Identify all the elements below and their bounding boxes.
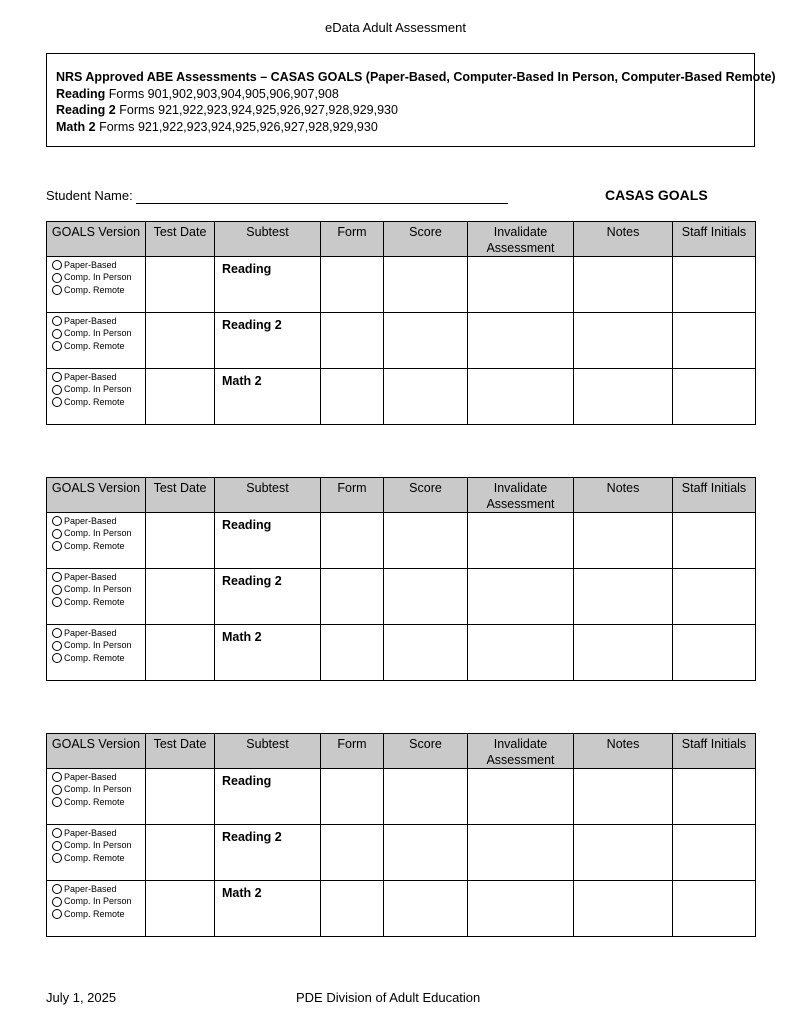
goals-version-cell (47, 513, 146, 569)
table-row (47, 313, 756, 369)
version-option[interactable] (52, 515, 145, 528)
column-header: Notes (574, 222, 673, 257)
invalidate-cell[interactable] (468, 513, 574, 569)
notes-cell[interactable] (574, 257, 673, 313)
form-cell[interactable] (321, 625, 384, 681)
radio-circle-icon[interactable] (52, 841, 62, 851)
notes-cell[interactable] (574, 513, 673, 569)
version-option[interactable] (52, 771, 145, 784)
info-line-reading-2 (56, 102, 745, 119)
version-option[interactable] (52, 571, 145, 584)
footer-date: July 1, 2025 (46, 990, 117, 1005)
radio-circle-icon[interactable] (52, 341, 62, 351)
form-cell[interactable] (321, 881, 384, 937)
info-line-label: Reading 2 (56, 103, 116, 117)
column-header: Invalidate Assessment (468, 478, 574, 513)
radio-circle-icon[interactable] (52, 772, 62, 782)
column-header: Subtest (215, 478, 321, 513)
staff-initials-cell[interactable] (673, 881, 756, 937)
notes-cell[interactable] (574, 369, 673, 425)
staff-initials-cell[interactable] (673, 513, 756, 569)
student-name-label: Student Name: (46, 188, 133, 203)
form-cell[interactable] (321, 769, 384, 825)
table-row (47, 569, 756, 625)
score-cell[interactable] (384, 313, 468, 369)
subtest-cell: Reading 2 (215, 825, 321, 881)
radio-circle-icon[interactable] (52, 529, 62, 539)
invalidate-cell[interactable] (468, 257, 574, 313)
assessment-table (46, 733, 756, 937)
version-option-label: Comp. In Person (64, 640, 132, 651)
version-option[interactable] (52, 883, 145, 896)
version-option[interactable] (52, 315, 145, 328)
column-header: Form (321, 478, 384, 513)
test-date-cell[interactable] (146, 569, 215, 625)
subtest-cell: Reading (215, 257, 321, 313)
info-line-reading (56, 86, 745, 103)
version-option[interactable] (52, 652, 145, 665)
radio-circle-icon[interactable] (52, 385, 62, 395)
invalidate-cell[interactable] (468, 881, 574, 937)
column-header: Test Date (146, 222, 215, 257)
notes-cell[interactable] (574, 769, 673, 825)
version-option-label: Comp. Remote (64, 796, 125, 807)
column-header: Staff Initials (673, 222, 756, 257)
version-option[interactable] (52, 640, 145, 653)
subtest-cell: Math 2 (215, 625, 321, 681)
radio-circle-icon[interactable] (52, 785, 62, 795)
goals-version-cell (47, 625, 146, 681)
staff-initials-cell[interactable] (673, 569, 756, 625)
score-cell[interactable] (384, 513, 468, 569)
student-name-row (46, 188, 755, 208)
version-option-label: Paper-Based (64, 627, 117, 638)
version-option[interactable] (52, 259, 145, 272)
version-option[interactable] (52, 840, 145, 853)
subtest-cell: Reading (215, 513, 321, 569)
table-header-row (47, 478, 756, 513)
score-cell[interactable] (384, 625, 468, 681)
notes-cell[interactable] (574, 569, 673, 625)
radio-circle-icon[interactable] (52, 329, 62, 339)
version-option-label: Comp. In Person (64, 584, 132, 595)
page-header: eData Adult Assessment (325, 20, 466, 35)
version-option-label: Comp. In Person (64, 272, 132, 283)
score-cell[interactable] (384, 881, 468, 937)
version-option-label: Comp. Remote (64, 852, 125, 863)
table-row (47, 625, 756, 681)
assessment-info-box (46, 53, 776, 147)
notes-cell[interactable] (574, 625, 673, 681)
form-cell[interactable] (321, 569, 384, 625)
assessment-table (46, 221, 756, 425)
version-option-label: Comp. Remote (64, 596, 125, 607)
radio-circle-icon[interactable] (52, 572, 62, 582)
version-option[interactable] (52, 272, 145, 285)
column-header: GOALS Version (47, 478, 146, 513)
notes-cell[interactable] (574, 313, 673, 369)
radio-circle-icon[interactable] (52, 260, 62, 270)
version-option-label: Comp. Remote (64, 908, 125, 919)
student-name-field[interactable] (136, 203, 508, 204)
invalidate-cell[interactable] (468, 569, 574, 625)
column-header: GOALS Version (47, 222, 146, 257)
version-option-label: Comp. In Person (64, 840, 132, 851)
column-header: Subtest (215, 222, 321, 257)
invalidate-cell[interactable] (468, 769, 574, 825)
form-cell[interactable] (321, 369, 384, 425)
table-header-row (47, 734, 756, 769)
casas-goals-heading: CASAS GOALS (605, 187, 708, 203)
invalidate-cell[interactable] (468, 369, 574, 425)
column-header: Notes (574, 734, 673, 769)
version-option[interactable] (52, 784, 145, 797)
form-cell[interactable] (321, 257, 384, 313)
info-line-forms: Forms 921,922,923,924,925,926,927,928,929,930 (119, 103, 398, 117)
goals-version-cell (47, 369, 146, 425)
invalidate-cell[interactable] (468, 313, 574, 369)
version-option-label: Comp. Remote (64, 652, 125, 663)
form-cell[interactable] (321, 313, 384, 369)
test-date-cell[interactable] (146, 513, 215, 569)
table-row (47, 513, 756, 569)
version-option-label: Paper-Based (64, 827, 117, 838)
table-header-row (47, 222, 756, 257)
column-header: Test Date (146, 478, 215, 513)
version-option[interactable] (52, 540, 145, 553)
version-option-label: Comp. In Person (64, 528, 132, 539)
subtest-cell: Math 2 (215, 881, 321, 937)
radio-circle-icon[interactable] (52, 897, 62, 907)
version-option-label: Paper-Based (64, 883, 117, 894)
subtest-cell: Reading 2 (215, 313, 321, 369)
version-option[interactable] (52, 852, 145, 865)
goals-version-cell (47, 769, 146, 825)
staff-initials-cell[interactable] (673, 825, 756, 881)
column-header: Notes (574, 478, 673, 513)
version-option[interactable] (52, 371, 145, 384)
version-option-label: Comp. Remote (64, 396, 125, 407)
version-option[interactable] (52, 384, 145, 397)
radio-circle-icon[interactable] (52, 516, 62, 526)
info-line-forms: Forms 901,902,903,904,905,906,907,908 (108, 86, 339, 101)
radio-circle-icon[interactable] (52, 884, 62, 894)
version-option-label: Paper-Based (64, 315, 117, 326)
radio-circle-icon[interactable] (52, 597, 62, 607)
version-option[interactable] (52, 396, 145, 409)
subtest-cell: Reading (215, 769, 321, 825)
version-option[interactable] (52, 284, 145, 297)
radio-circle-icon[interactable] (52, 628, 62, 638)
version-option-label: Comp. Remote (64, 284, 125, 295)
info-line-math-2 (56, 119, 745, 136)
column-header: Staff Initials (673, 478, 756, 513)
version-option-label: Comp. In Person (64, 784, 132, 795)
staff-initials-cell[interactable] (673, 769, 756, 825)
score-cell[interactable] (384, 769, 468, 825)
notes-cell[interactable] (574, 881, 673, 937)
invalidate-cell[interactable] (468, 825, 574, 881)
version-option-label: Paper-Based (64, 571, 117, 582)
column-header: Score (384, 734, 468, 769)
score-cell[interactable] (384, 257, 468, 313)
subtest-cell: Reading 2 (215, 569, 321, 625)
column-header: Test Date (146, 734, 215, 769)
test-date-cell[interactable] (146, 313, 215, 369)
test-date-cell[interactable] (146, 881, 215, 937)
radio-circle-icon[interactable] (52, 316, 62, 326)
radio-circle-icon[interactable] (52, 828, 62, 838)
radio-circle-icon[interactable] (52, 273, 62, 283)
version-option[interactable] (52, 596, 145, 609)
subtest-cell: Math 2 (215, 369, 321, 425)
version-option-label: Paper-Based (64, 371, 117, 382)
column-header: Invalidate Assessment (468, 734, 574, 769)
version-option[interactable] (52, 827, 145, 840)
version-option-label: Paper-Based (64, 771, 117, 782)
notes-cell[interactable] (574, 825, 673, 881)
assessment-table (46, 477, 756, 681)
column-header: Form (321, 222, 384, 257)
table-row (47, 881, 756, 937)
test-date-cell[interactable] (146, 825, 215, 881)
footer-org: PDE Division of Adult Education (296, 990, 481, 1005)
version-option-label: Comp. In Person (64, 896, 132, 907)
form-cell[interactable] (321, 513, 384, 569)
version-option[interactable] (52, 528, 145, 541)
staff-initials-cell[interactable] (673, 369, 756, 425)
version-option-label: Paper-Based (64, 259, 117, 270)
score-cell[interactable] (384, 569, 468, 625)
radio-circle-icon[interactable] (52, 285, 62, 295)
goals-version-cell (47, 569, 146, 625)
radio-circle-icon[interactable] (52, 909, 62, 919)
version-option[interactable] (52, 896, 145, 909)
staff-initials-cell[interactable] (673, 625, 756, 681)
info-box-title: NRS Approved ABE Assessments – CASAS GOALS (Paper-Based, Computer-Based In Person, Computer-Based Remote) (56, 70, 776, 84)
invalidate-cell[interactable] (468, 625, 574, 681)
version-option[interactable] (52, 908, 145, 921)
column-header: Invalidate Assessment (468, 222, 574, 257)
radio-circle-icon[interactable] (52, 397, 62, 407)
table-row (47, 825, 756, 881)
goals-version-cell (47, 881, 146, 937)
goals-version-cell (47, 313, 146, 369)
info-line-forms: Forms 921,922,923,924,925,926,927,928,929,930 (99, 119, 378, 134)
version-option[interactable] (52, 340, 145, 353)
column-header: GOALS Version (47, 734, 146, 769)
score-cell[interactable] (384, 369, 468, 425)
version-option[interactable] (52, 328, 145, 341)
test-date-cell[interactable] (146, 769, 215, 825)
test-date-cell[interactable] (146, 625, 215, 681)
radio-circle-icon[interactable] (52, 797, 62, 807)
version-option-label: Comp. Remote (64, 340, 125, 351)
info-line-label: Reading (56, 86, 106, 101)
radio-circle-icon[interactable] (52, 653, 62, 663)
version-option-label: Comp. In Person (64, 384, 132, 395)
version-option-label: Comp. In Person (64, 328, 132, 339)
version-option[interactable] (52, 627, 145, 640)
goals-version-cell (47, 257, 146, 313)
table-row (47, 369, 756, 425)
radio-circle-icon[interactable] (52, 853, 62, 863)
column-header: Score (384, 222, 468, 257)
radio-circle-icon[interactable] (52, 541, 62, 551)
staff-initials-cell[interactable] (673, 257, 756, 313)
radio-circle-icon[interactable] (52, 641, 62, 651)
version-option[interactable] (52, 796, 145, 809)
form-cell[interactable] (321, 825, 384, 881)
version-option[interactable] (52, 584, 145, 597)
radio-circle-icon[interactable] (52, 585, 62, 595)
table-row (47, 769, 756, 825)
info-line-label: Math 2 (56, 119, 96, 134)
radio-circle-icon[interactable] (52, 372, 62, 382)
test-date-cell[interactable] (146, 257, 215, 313)
column-header: Staff Initials (673, 734, 756, 769)
test-date-cell[interactable] (146, 369, 215, 425)
version-option-label: Comp. Remote (64, 540, 125, 551)
column-header: Score (384, 478, 468, 513)
column-header: Subtest (215, 734, 321, 769)
score-cell[interactable] (384, 825, 468, 881)
staff-initials-cell[interactable] (673, 313, 756, 369)
version-option-label: Paper-Based (64, 515, 117, 526)
table-row (47, 257, 756, 313)
goals-version-cell (47, 825, 146, 881)
column-header: Form (321, 734, 384, 769)
